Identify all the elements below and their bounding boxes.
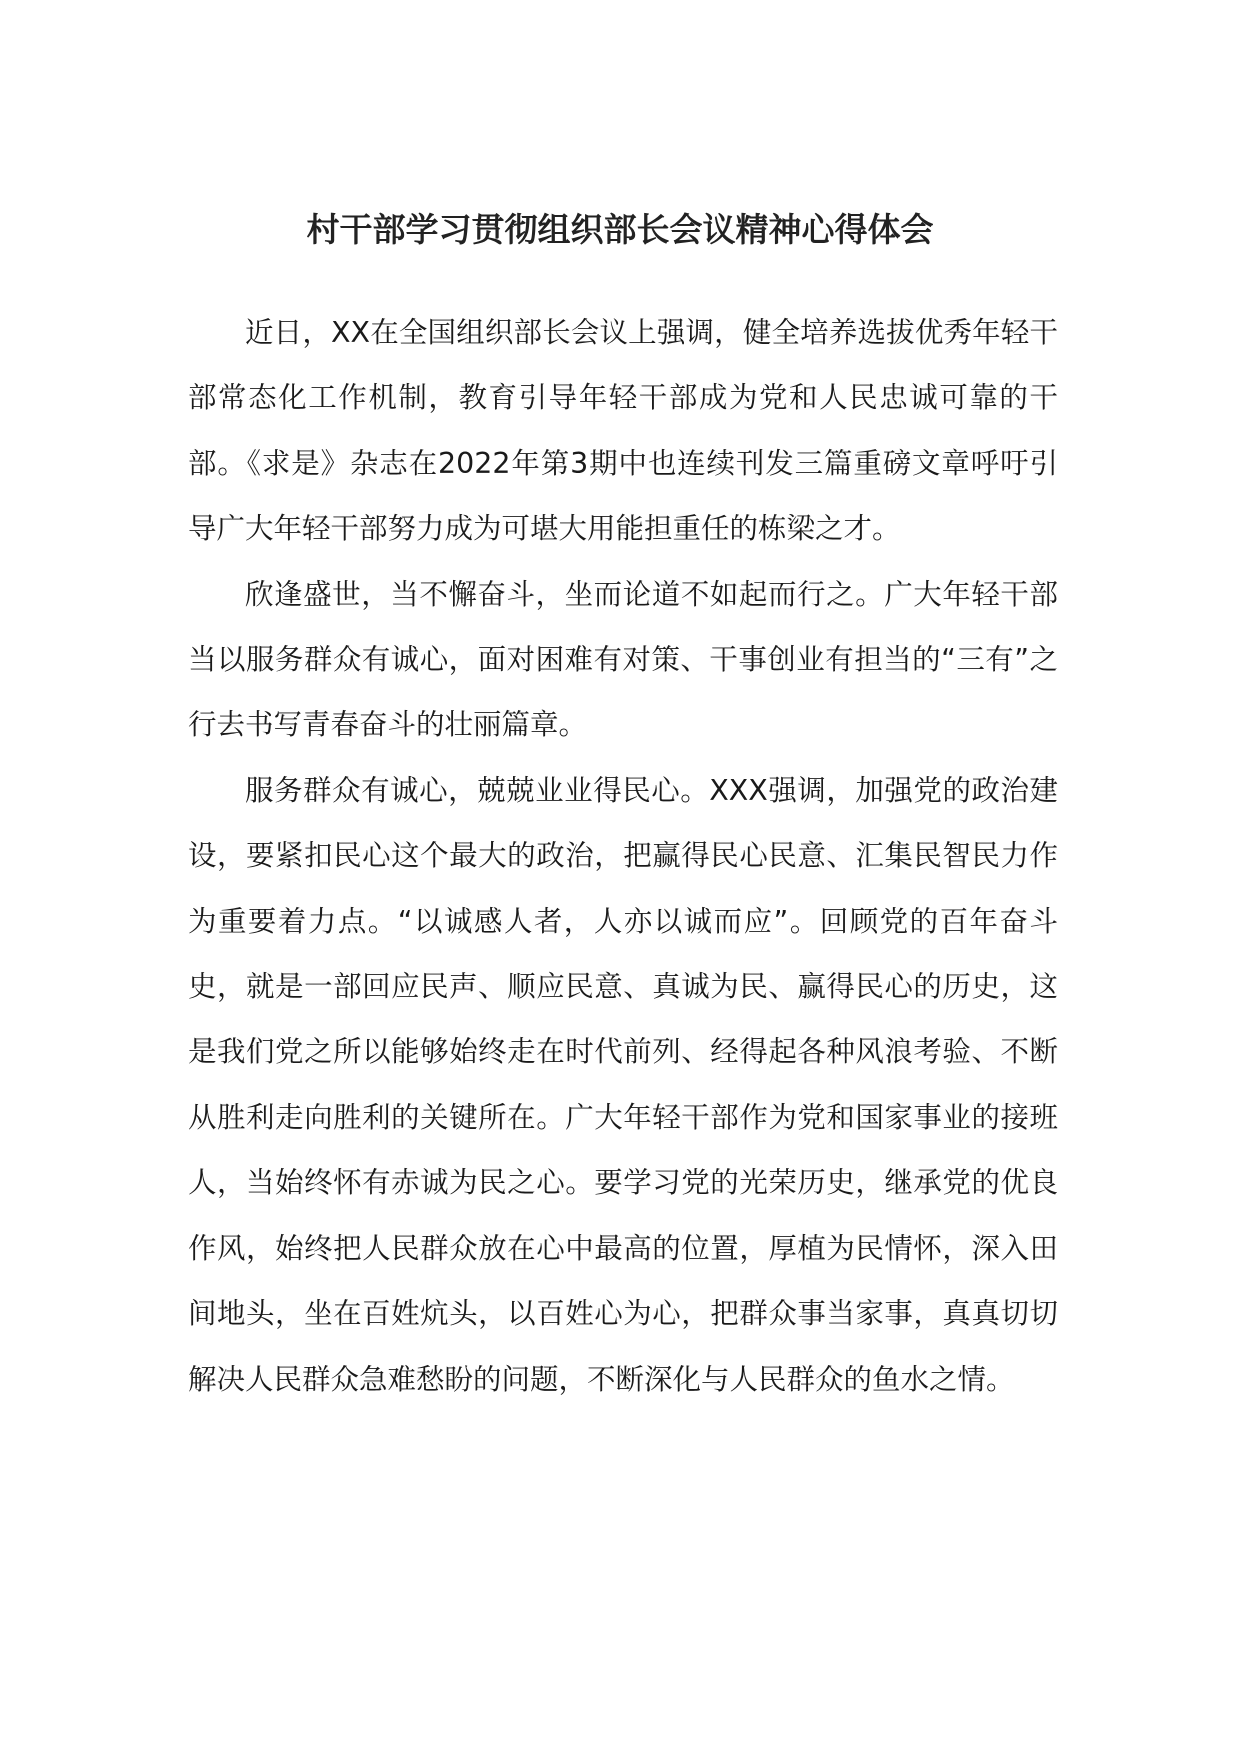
document-body [188, 300, 1058, 1412]
paragraph-2: 欣逢盛世，当不懈奋斗，坐而论道不如起而行之。广大年轻干部当以服务群众有诚心，面对困难有对策、干事创业有担当的“三有”之行去书写青春奋斗的壮丽篇章。 [188, 577, 1058, 742]
paragraph-1: 近日，XX在全国组织部长会议上强调，健全培养选拔优秀年轻干部常态化工作机制，教育引导年轻干部成为党和人民忠诚可靠的干部。《求是》杂志在2022年第3期中也连续刊发三篇重磅文章呼吁引导广大年轻干部努力成为可堪大用能担重任的栋梁之才。 [188, 316, 1058, 546]
paragraph-3: 服务群众有诚心，兢兢业业得民心。XXX强调，加强党的政治建设，要紧扣民心这个最大的政治，把赢得民心民意、汇集民智民力作为重要着力点。“以诚感人者，人亦以诚而应”。回顾党的百年奋斗史，就是一部回应民声、顺应民意、真诚为民、赢得民心的历史，这是我们党之所以能够始终走在时代前列、经得起各种风浪考验、不断从胜利走向胜利的关键所在。广大年轻干部作为党和国家事业的接班人，当始终怀有赤诚为民之心。要学习党的光荣历史，继承党的优良作风，始终把人民群众放在心中最高的位置，厚植为民情怀，深入田间地头，坐在百姓炕头，以百姓心为心，把群众事当家事，真真切切解决人民群众急难愁盼的问题，不断深化与人民群众的鱼水之情。 [188, 773, 1058, 1396]
document-title: 村干部学习贯彻组织部长会议精神心得体会 [306, 210, 934, 249]
